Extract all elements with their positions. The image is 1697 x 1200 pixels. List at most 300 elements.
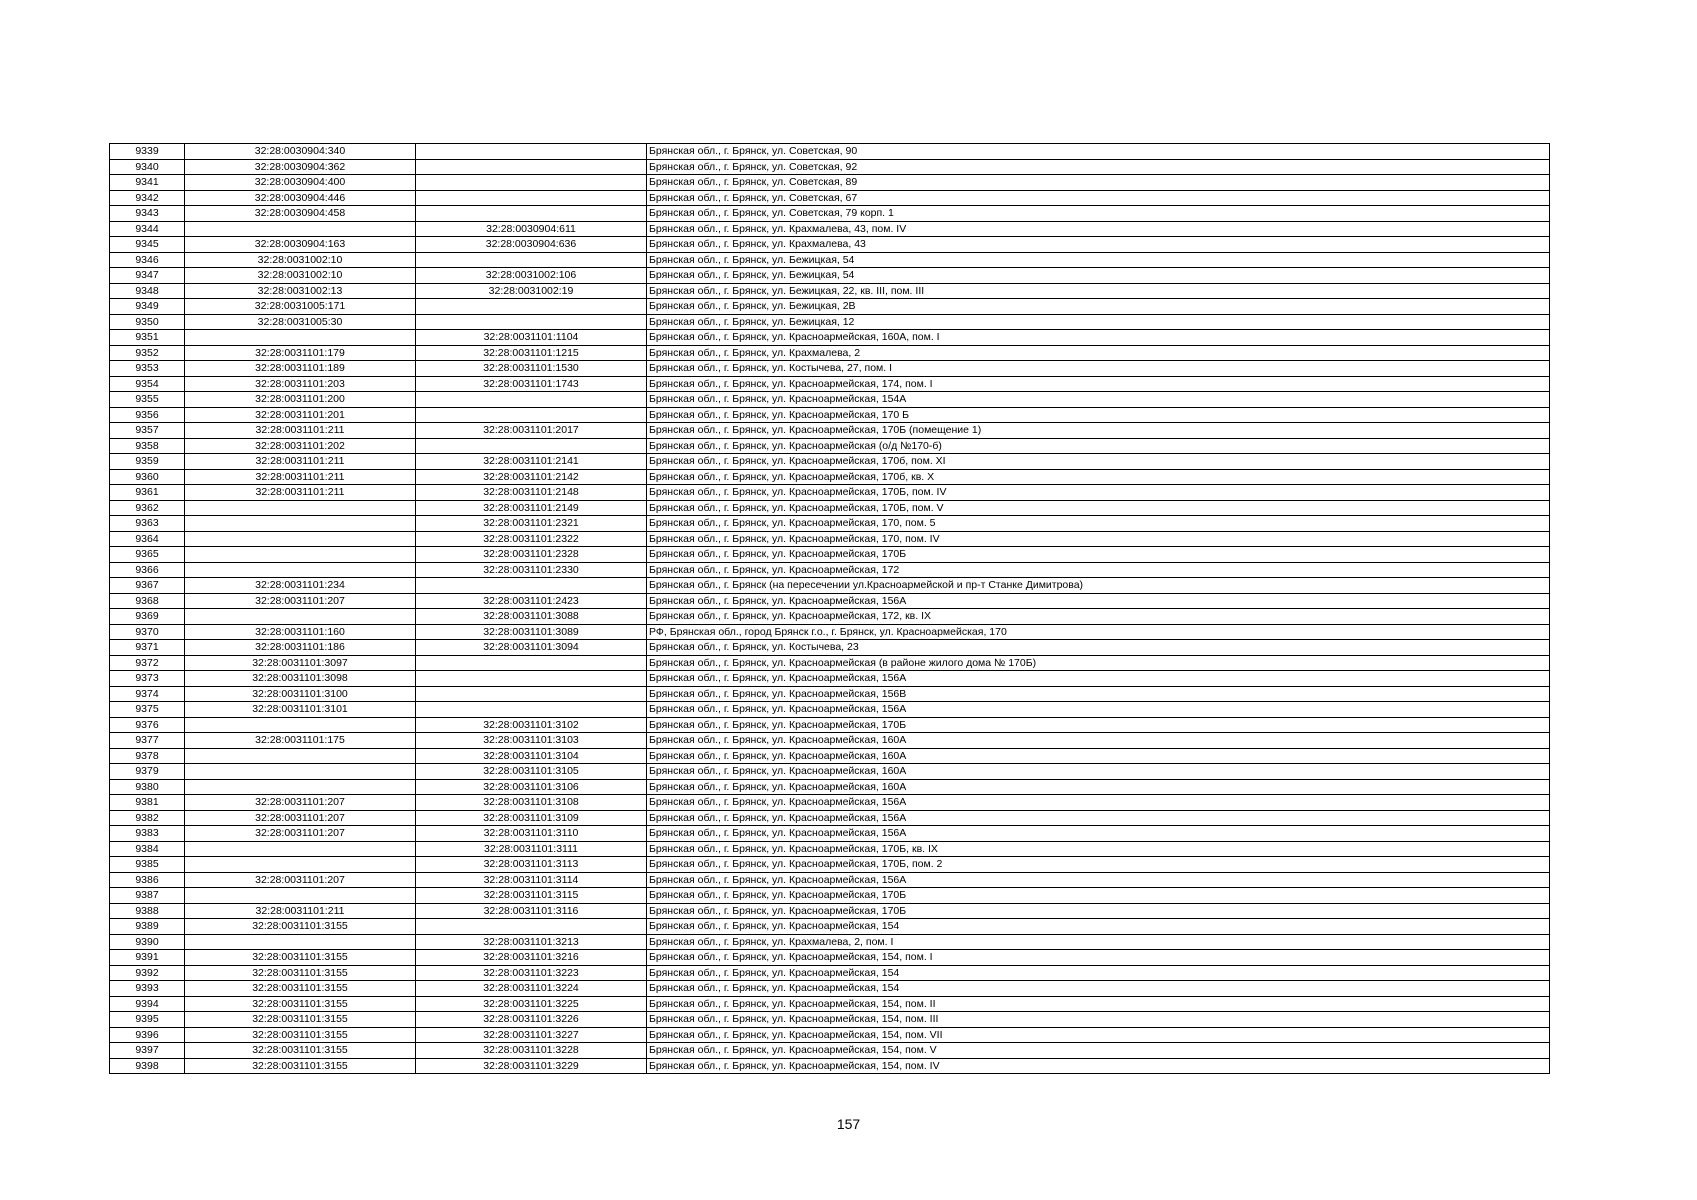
cadastral-number-cell — [185, 609, 416, 625]
row-number-cell: 9383 — [110, 826, 185, 842]
address-cell: Брянская обл., г. Брянск, ул. Красноармейская, 174, пом. I — [647, 376, 1550, 392]
table-row — [110, 376, 1550, 392]
premises-cadastral-number-cell: 32:28:0030904:611 — [416, 221, 647, 237]
cadastral-number-cell: 32:28:0031101:3155 — [185, 1012, 416, 1028]
row-number-cell: 9376 — [110, 717, 185, 733]
cadastral-number-cell: 32:28:0031101:3155 — [185, 965, 416, 981]
table-row — [110, 748, 1550, 764]
table-row — [110, 717, 1550, 733]
table-row — [110, 733, 1550, 749]
address-cell: Брянская обл., г. Брянск, ул. Красноармейская, 156А — [647, 872, 1550, 888]
address-cell: Брянская обл., г. Брянск, ул. Красноармейская, 170Б, кв. IX — [647, 841, 1550, 857]
address-cell: Брянская обл., г. Брянск, ул. Красноармейская, 170, пом. 5 — [647, 516, 1550, 532]
table-row — [110, 903, 1550, 919]
address-cell: Брянская обл., г. Брянск, ул. Красноармейская, 170Б — [647, 903, 1550, 919]
row-number-cell: 9395 — [110, 1012, 185, 1028]
address-cell: Брянская обл., г. Брянск, ул. Красноармейская, 170 Б — [647, 407, 1550, 423]
address-cell: Брянская обл., г. Брянск, ул. Красноармейская, 170Б — [647, 888, 1550, 904]
row-number-cell: 9365 — [110, 547, 185, 563]
premises-cadastral-number-cell: 32:28:0031101:2142 — [416, 469, 647, 485]
row-number-cell: 9348 — [110, 283, 185, 299]
premises-cadastral-number-cell — [416, 190, 647, 206]
table-row — [110, 593, 1550, 609]
cadastral-number-cell: 32:28:0031101:179 — [185, 345, 416, 361]
premises-cadastral-number-cell: 32:28:0031101:2328 — [416, 547, 647, 563]
premises-cadastral-number-cell: 32:28:0031101:2017 — [416, 423, 647, 439]
table-row — [110, 1058, 1550, 1074]
table-row — [110, 283, 1550, 299]
row-number-cell: 9394 — [110, 996, 185, 1012]
row-number-cell: 9349 — [110, 299, 185, 315]
premises-cadastral-number-cell: 32:28:0031101:3223 — [416, 965, 647, 981]
row-number-cell: 9381 — [110, 795, 185, 811]
premises-cadastral-number-cell — [416, 407, 647, 423]
table-row — [110, 268, 1550, 284]
premises-cadastral-number-cell: 32:28:0031101:3104 — [416, 748, 647, 764]
table-row — [110, 1043, 1550, 1059]
premises-cadastral-number-cell: 32:28:0031101:1215 — [416, 345, 647, 361]
cadastral-number-cell — [185, 748, 416, 764]
cadastral-number-cell: 32:28:0031101:3155 — [185, 919, 416, 935]
row-number-cell: 9343 — [110, 206, 185, 222]
premises-cadastral-number-cell: 32:28:0031101:3094 — [416, 640, 647, 656]
cadastral-number-cell: 32:28:0031101:207 — [185, 872, 416, 888]
row-number-cell: 9341 — [110, 175, 185, 191]
address-cell: РФ, Брянская обл., город Брянск г.о., г. Брянск, ул. Красноармейская, 170 — [647, 624, 1550, 640]
table-row — [110, 531, 1550, 547]
address-cell: Брянская обл., г. Брянск, ул. Советская, 89 — [647, 175, 1550, 191]
cadastral-number-cell: 32:28:0031101:3155 — [185, 1043, 416, 1059]
row-number-cell: 9392 — [110, 965, 185, 981]
row-number-cell: 9352 — [110, 345, 185, 361]
address-cell: Брянская обл., г. Брянск, ул. Красноармейская, 156А — [647, 810, 1550, 826]
row-number-cell: 9359 — [110, 454, 185, 470]
row-number-cell: 9339 — [110, 144, 185, 160]
cadastral-number-cell — [185, 779, 416, 795]
row-number-cell: 9373 — [110, 671, 185, 687]
premises-cadastral-number-cell: 32:28:0031101:3103 — [416, 733, 647, 749]
cadastral-number-cell: 32:28:0031005:30 — [185, 314, 416, 330]
row-number-cell: 9393 — [110, 981, 185, 997]
row-number-cell: 9372 — [110, 655, 185, 671]
cadastral-number-cell: 32:28:0031002:13 — [185, 283, 416, 299]
table-row — [110, 779, 1550, 795]
address-cell: Брянская обл., г. Брянск, ул. Крахмалева, 2 — [647, 345, 1550, 361]
cadastral-number-cell: 32:28:0031101:207 — [185, 795, 416, 811]
row-number-cell: 9356 — [110, 407, 185, 423]
premises-cadastral-number-cell: 32:28:0031101:3227 — [416, 1027, 647, 1043]
address-cell: Брянская обл., г. Брянск, ул. Советская, 67 — [647, 190, 1550, 206]
table-row — [110, 221, 1550, 237]
cadastral-number-cell: 32:28:0031101:3155 — [185, 1027, 416, 1043]
cadastral-number-cell: 32:28:0031101:211 — [185, 485, 416, 501]
address-cell: Брянская обл., г. Брянск, ул. Красноармейская (в районе жилого дома № 170Б) — [647, 655, 1550, 671]
address-cell: Брянская обл., г. Брянск, ул. Бежицкая, 2В — [647, 299, 1550, 315]
address-cell: Брянская обл., г. Брянск, ул. Крахмалева, 2, пом. I — [647, 934, 1550, 950]
address-cell: Брянская обл., г. Брянск, ул. Советская, 79 корп. 1 — [647, 206, 1550, 222]
premises-cadastral-number-cell: 32:28:0031101:3105 — [416, 764, 647, 780]
premises-cadastral-number-cell — [416, 686, 647, 702]
premises-cadastral-number-cell — [416, 206, 647, 222]
row-number-cell: 9353 — [110, 361, 185, 377]
row-number-cell: 9385 — [110, 857, 185, 873]
cadastral-number-cell: 32:28:0031101:207 — [185, 826, 416, 842]
table-row — [110, 996, 1550, 1012]
row-number-cell: 9344 — [110, 221, 185, 237]
address-cell: Брянская обл., г. Брянск, ул. Красноармейская, 156А — [647, 593, 1550, 609]
premises-cadastral-number-cell: 32:28:0031101:3108 — [416, 795, 647, 811]
premises-cadastral-number-cell: 32:28:0031101:1743 — [416, 376, 647, 392]
premises-cadastral-number-cell: 32:28:0031101:3229 — [416, 1058, 647, 1074]
row-number-cell: 9345 — [110, 237, 185, 253]
premises-cadastral-number-cell: 32:28:0031101:3226 — [416, 1012, 647, 1028]
cadastral-number-cell: 32:28:0031101:160 — [185, 624, 416, 640]
premises-cadastral-number-cell: 32:28:0031101:3216 — [416, 950, 647, 966]
address-cell: Брянская обл., г. Брянск, ул. Костычева, 23 — [647, 640, 1550, 656]
address-cell: Брянская обл., г. Брянск, ул. Красноармейская, 154, пом. VII — [647, 1027, 1550, 1043]
cadastral-number-cell: 32:28:0031101:3155 — [185, 981, 416, 997]
row-number-cell: 9363 — [110, 516, 185, 532]
table-row — [110, 485, 1550, 501]
row-number-cell: 9361 — [110, 485, 185, 501]
table-row — [110, 330, 1550, 346]
address-cell: Брянская обл., г. Брянск, ул. Красноармейская, 154, пом. I — [647, 950, 1550, 966]
cadastral-number-cell: 32:28:0030904:362 — [185, 159, 416, 175]
table-row — [110, 469, 1550, 485]
table-row — [110, 423, 1550, 439]
table-row — [110, 671, 1550, 687]
premises-cadastral-number-cell: 32:28:0031101:3228 — [416, 1043, 647, 1059]
table-row — [110, 950, 1550, 966]
cadastral-number-cell: 32:28:0031101:3101 — [185, 702, 416, 718]
table-row — [110, 1027, 1550, 1043]
cadastral-number-cell: 32:28:0030904:400 — [185, 175, 416, 191]
cadastral-number-cell — [185, 500, 416, 516]
cadastral-number-cell: 32:28:0031005:171 — [185, 299, 416, 315]
premises-cadastral-number-cell: 32:28:0031101:2149 — [416, 500, 647, 516]
table-row — [110, 795, 1550, 811]
cadastral-number-cell: 32:28:0031101:207 — [185, 810, 416, 826]
row-number-cell: 9386 — [110, 872, 185, 888]
cadastral-number-cell: 32:28:0031101:3155 — [185, 996, 416, 1012]
row-number-cell: 9366 — [110, 562, 185, 578]
premises-cadastral-number-cell: 32:28:0031101:3116 — [416, 903, 647, 919]
premises-cadastral-number-cell — [416, 252, 647, 268]
table-row — [110, 981, 1550, 997]
row-number-cell: 9367 — [110, 578, 185, 594]
cadastral-number-cell — [185, 562, 416, 578]
address-cell: Брянская обл., г. Брянск, ул. Красноармейская, 154, пом. III — [647, 1012, 1550, 1028]
table-row — [110, 1012, 1550, 1028]
address-cell: Брянская обл., г. Брянск, ул. Красноармейская, 156А — [647, 826, 1550, 842]
cadastral-number-cell: 32:28:0031101:211 — [185, 469, 416, 485]
premises-cadastral-number-cell: 32:28:0031101:3088 — [416, 609, 647, 625]
row-number-cell: 9387 — [110, 888, 185, 904]
address-cell: Брянская обл., г. Брянск, ул. Бежицкая, 54 — [647, 252, 1550, 268]
row-number-cell: 9351 — [110, 330, 185, 346]
premises-cadastral-number-cell — [416, 314, 647, 330]
premises-cadastral-number-cell: 32:28:0031101:3089 — [416, 624, 647, 640]
premises-cadastral-number-cell: 32:28:0031101:3213 — [416, 934, 647, 950]
row-number-cell: 9368 — [110, 593, 185, 609]
table-row — [110, 392, 1550, 408]
address-cell: Брянская обл., г. Брянск, ул. Красноармейская, 160А — [647, 748, 1550, 764]
address-cell: Брянская обл., г. Брянск, ул. Красноармейская, 156А — [647, 702, 1550, 718]
cadastral-number-cell — [185, 888, 416, 904]
row-number-cell: 9347 — [110, 268, 185, 284]
cadastral-number-cell: 32:28:0031101:211 — [185, 454, 416, 470]
premises-cadastral-number-cell: 32:28:0031101:3109 — [416, 810, 647, 826]
premises-cadastral-number-cell — [416, 919, 647, 935]
cadastral-number-cell: 32:28:0031101:3155 — [185, 950, 416, 966]
address-cell: Брянская обл., г. Брянск, ул. Красноармейская, 154, пом. IV — [647, 1058, 1550, 1074]
row-number-cell: 9371 — [110, 640, 185, 656]
cadastral-number-cell: 32:28:0031101:175 — [185, 733, 416, 749]
row-number-cell: 9346 — [110, 252, 185, 268]
address-cell: Брянская обл., г. Брянск, ул. Красноармейская, 160А — [647, 779, 1550, 795]
premises-cadastral-number-cell: 32:28:0031101:2141 — [416, 454, 647, 470]
cadastral-number-cell: 32:28:0031101:203 — [185, 376, 416, 392]
cadastral-number-cell: 32:28:0031002:10 — [185, 252, 416, 268]
row-number-cell: 9398 — [110, 1058, 185, 1074]
table-row — [110, 624, 1550, 640]
table-row — [110, 206, 1550, 222]
row-number-cell: 9389 — [110, 919, 185, 935]
table-row — [110, 810, 1550, 826]
table-row — [110, 252, 1550, 268]
cadastral-number-cell: 32:28:0031101:3097 — [185, 655, 416, 671]
address-cell: Брянская обл., г. Брянск, ул. Красноармейская, 170б, пом. XI — [647, 454, 1550, 470]
cadastral-number-cell: 32:28:0030904:446 — [185, 190, 416, 206]
premises-cadastral-number-cell: 32:28:0031101:3111 — [416, 841, 647, 857]
cadastral-number-cell — [185, 857, 416, 873]
address-cell: Брянская обл., г. Брянск, ул. Крахмалева, 43 — [647, 237, 1550, 253]
cadastral-number-cell — [185, 717, 416, 733]
table-row — [110, 299, 1550, 315]
cadastral-number-cell: 32:28:0030904:458 — [185, 206, 416, 222]
row-number-cell: 9379 — [110, 764, 185, 780]
address-cell: Брянская обл., г. Брянск, ул. Красноармейская, 156А — [647, 671, 1550, 687]
address-cell: Брянская обл., г. Брянск, ул. Красноармейская, 170Б, пом. IV — [647, 485, 1550, 501]
table-row — [110, 144, 1550, 160]
table-row — [110, 454, 1550, 470]
cadastral-number-cell — [185, 764, 416, 780]
premises-cadastral-number-cell — [416, 438, 647, 454]
premises-cadastral-number-cell: 32:28:0031101:3115 — [416, 888, 647, 904]
row-number-cell: 9388 — [110, 903, 185, 919]
table-row — [110, 764, 1550, 780]
premises-cadastral-number-cell: 32:28:0031101:1104 — [416, 330, 647, 346]
cadastral-number-cell — [185, 221, 416, 237]
row-number-cell: 9340 — [110, 159, 185, 175]
cadastral-number-cell: 32:28:0031101:202 — [185, 438, 416, 454]
table-row — [110, 516, 1550, 532]
address-cell: Брянская обл., г. Брянск, ул. Крахмалева, 43, пом. IV — [647, 221, 1550, 237]
row-number-cell: 9382 — [110, 810, 185, 826]
address-cell: Брянская обл., г. Брянск, ул. Красноармейская, 160А, пом. I — [647, 330, 1550, 346]
premises-cadastral-number-cell — [416, 655, 647, 671]
address-cell: Брянская обл., г. Брянск, ул. Красноармейская, 170, пом. IV — [647, 531, 1550, 547]
premises-cadastral-number-cell: 32:28:0031101:3113 — [416, 857, 647, 873]
address-cell: Брянская обл., г. Брянск, ул. Красноармейская (о/д №170-б) — [647, 438, 1550, 454]
row-number-cell: 9391 — [110, 950, 185, 966]
premises-cadastral-number-cell — [416, 578, 647, 594]
address-cell: Брянская обл., г. Брянск, ул. Красноармейская, 170Б — [647, 547, 1550, 563]
premises-cadastral-number-cell — [416, 144, 647, 160]
premises-cadastral-number-cell: 32:28:0031101:3114 — [416, 872, 647, 888]
address-cell: Брянская обл., г. Брянск, ул. Красноармейская, 154А — [647, 392, 1550, 408]
address-cell: Брянская обл., г. Брянск, ул. Красноармейская, 170Б — [647, 717, 1550, 733]
cadastral-number-cell — [185, 841, 416, 857]
cadastral-number-cell: 32:28:0031101:200 — [185, 392, 416, 408]
premises-cadastral-number-cell: 32:28:0030904:636 — [416, 237, 647, 253]
row-number-cell: 9380 — [110, 779, 185, 795]
cadastral-number-cell: 32:28:0031101:207 — [185, 593, 416, 609]
row-number-cell: 9397 — [110, 1043, 185, 1059]
premises-cadastral-number-cell — [416, 299, 647, 315]
address-cell: Брянская обл., г. Брянск, ул. Красноармейская, 170Б (помещение 1) — [647, 423, 1550, 439]
premises-cadastral-number-cell — [416, 671, 647, 687]
address-cell: Брянская обл., г. Брянск, ул. Красноармейская, 172, кв. IX — [647, 609, 1550, 625]
cadastral-number-cell: 32:28:0030904:340 — [185, 144, 416, 160]
table-row — [110, 345, 1550, 361]
table-row — [110, 500, 1550, 516]
premises-cadastral-number-cell: 32:28:0031002:106 — [416, 268, 647, 284]
table-row — [110, 361, 1550, 377]
address-cell: Брянская обл., г. Брянск, ул. Красноармейская, 156А — [647, 795, 1550, 811]
premises-cadastral-number-cell: 32:28:0031101:2322 — [416, 531, 647, 547]
cadastral-number-cell — [185, 531, 416, 547]
table-row — [110, 965, 1550, 981]
cadastral-number-cell — [185, 330, 416, 346]
table-row — [110, 702, 1550, 718]
table-row — [110, 159, 1550, 175]
row-number-cell: 9342 — [110, 190, 185, 206]
premises-cadastral-number-cell: 32:28:0031101:3106 — [416, 779, 647, 795]
table-row — [110, 857, 1550, 873]
cadastral-number-cell: 32:28:0031101:201 — [185, 407, 416, 423]
cadastral-number-cell: 32:28:0031101:3098 — [185, 671, 416, 687]
premises-cadastral-number-cell: 32:28:0031101:1530 — [416, 361, 647, 377]
premises-cadastral-number-cell — [416, 175, 647, 191]
cadastral-number-cell: 32:28:0031101:211 — [185, 423, 416, 439]
premises-cadastral-number-cell: 32:28:0031002:19 — [416, 283, 647, 299]
address-cell: Брянская обл., г. Брянск, ул. Красноармейская, 154 — [647, 919, 1550, 935]
premises-cadastral-number-cell — [416, 392, 647, 408]
table-row — [110, 686, 1550, 702]
address-cell: Брянская обл., г. Брянск, ул. Красноармейская, 172 — [647, 562, 1550, 578]
address-cell: Брянская обл., г. Брянск, ул. Красноармейская, 160А — [647, 733, 1550, 749]
row-number-cell: 9364 — [110, 531, 185, 547]
premises-cadastral-number-cell: 32:28:0031101:2321 — [416, 516, 647, 532]
cadastral-number-cell — [185, 547, 416, 563]
table-row — [110, 190, 1550, 206]
address-cell: Брянская обл., г. Брянск, ул. Красноармейская, 154 — [647, 965, 1550, 981]
row-number-cell: 9384 — [110, 841, 185, 857]
premises-cadastral-number-cell: 32:28:0031101:3224 — [416, 981, 647, 997]
address-cell: Брянская обл., г. Брянск (на пересечении ул.Красноармейской и пр-т Станке Димитрова) — [647, 578, 1550, 594]
table-row — [110, 314, 1550, 330]
address-cell: Брянская обл., г. Брянск, ул. Костычева, 27, пом. I — [647, 361, 1550, 377]
table-row — [110, 547, 1550, 563]
premises-cadastral-number-cell — [416, 702, 647, 718]
premises-cadastral-number-cell: 32:28:0031101:2148 — [416, 485, 647, 501]
table-row — [110, 175, 1550, 191]
row-number-cell: 9360 — [110, 469, 185, 485]
address-cell: Брянская обл., г. Брянск, ул. Советская, 92 — [647, 159, 1550, 175]
cadastral-number-cell: 32:28:0031101:234 — [185, 578, 416, 594]
row-number-cell: 9369 — [110, 609, 185, 625]
row-number-cell: 9374 — [110, 686, 185, 702]
registry-table-body — [110, 144, 1550, 1074]
address-cell: Брянская обл., г. Брянск, ул. Красноармейская, 170Б, пом. 2 — [647, 857, 1550, 873]
row-number-cell: 9362 — [110, 500, 185, 516]
cadastral-number-cell: 32:28:0030904:163 — [185, 237, 416, 253]
table-row — [110, 826, 1550, 842]
table-row — [110, 237, 1550, 253]
premises-cadastral-number-cell: 32:28:0031101:3110 — [416, 826, 647, 842]
premises-cadastral-number-cell: 32:28:0031101:3225 — [416, 996, 647, 1012]
row-number-cell: 9357 — [110, 423, 185, 439]
table-row — [110, 919, 1550, 935]
premises-cadastral-number-cell: 32:28:0031101:3102 — [416, 717, 647, 733]
address-cell: Брянская обл., г. Брянск, ул. Советская, 90 — [647, 144, 1550, 160]
table-row — [110, 562, 1550, 578]
cadastral-number-cell: 32:28:0031002:10 — [185, 268, 416, 284]
address-cell: Брянская обл., г. Брянск, ул. Бежицкая, 54 — [647, 268, 1550, 284]
table-row — [110, 640, 1550, 656]
row-number-cell: 9355 — [110, 392, 185, 408]
cadastral-number-cell: 32:28:0031101:211 — [185, 903, 416, 919]
address-cell: Брянская обл., г. Брянск, ул. Красноармейская, 170б, кв. X — [647, 469, 1550, 485]
row-number-cell: 9396 — [110, 1027, 185, 1043]
address-cell: Брянская обл., г. Брянск, ул. Красноармейская, 160А — [647, 764, 1550, 780]
address-cell: Брянская обл., г. Брянск, ул. Красноармейская, 154, пом. II — [647, 996, 1550, 1012]
cadastral-number-cell: 32:28:0031101:189 — [185, 361, 416, 377]
table-row — [110, 438, 1550, 454]
cadastral-number-cell — [185, 516, 416, 532]
address-cell: Брянская обл., г. Брянск, ул. Красноармейская, 170Б, пом. V — [647, 500, 1550, 516]
table-row — [110, 841, 1550, 857]
table-row — [110, 655, 1550, 671]
table-row — [110, 407, 1550, 423]
row-number-cell: 9350 — [110, 314, 185, 330]
address-cell: Брянская обл., г. Брянск, ул. Красноармейская, 156В — [647, 686, 1550, 702]
cadastral-number-cell: 32:28:0031101:3100 — [185, 686, 416, 702]
row-number-cell: 9358 — [110, 438, 185, 454]
cadastral-number-cell: 32:28:0031101:186 — [185, 640, 416, 656]
address-cell: Брянская обл., г. Брянск, ул. Бежицкая, 12 — [647, 314, 1550, 330]
registry-table — [109, 143, 1550, 1074]
row-number-cell: 9377 — [110, 733, 185, 749]
premises-cadastral-number-cell: 32:28:0031101:2330 — [416, 562, 647, 578]
premises-cadastral-number-cell — [416, 159, 647, 175]
row-number-cell: 9375 — [110, 702, 185, 718]
address-cell: Брянская обл., г. Брянск, ул. Бежицкая, 22, кв. III, пом. III — [647, 283, 1550, 299]
table-row — [110, 609, 1550, 625]
table-row — [110, 578, 1550, 594]
cadastral-number-cell: 32:28:0031101:3155 — [185, 1058, 416, 1074]
cadastral-number-cell — [185, 934, 416, 950]
table-row — [110, 872, 1550, 888]
address-cell: Брянская обл., г. Брянск, ул. Красноармейская, 154, пом. V — [647, 1043, 1550, 1059]
premises-cadastral-number-cell: 32:28:0031101:2423 — [416, 593, 647, 609]
row-number-cell: 9390 — [110, 934, 185, 950]
page-number: 157 — [836, 1116, 861, 1132]
row-number-cell: 9378 — [110, 748, 185, 764]
table-row — [110, 934, 1550, 950]
table-row — [110, 888, 1550, 904]
